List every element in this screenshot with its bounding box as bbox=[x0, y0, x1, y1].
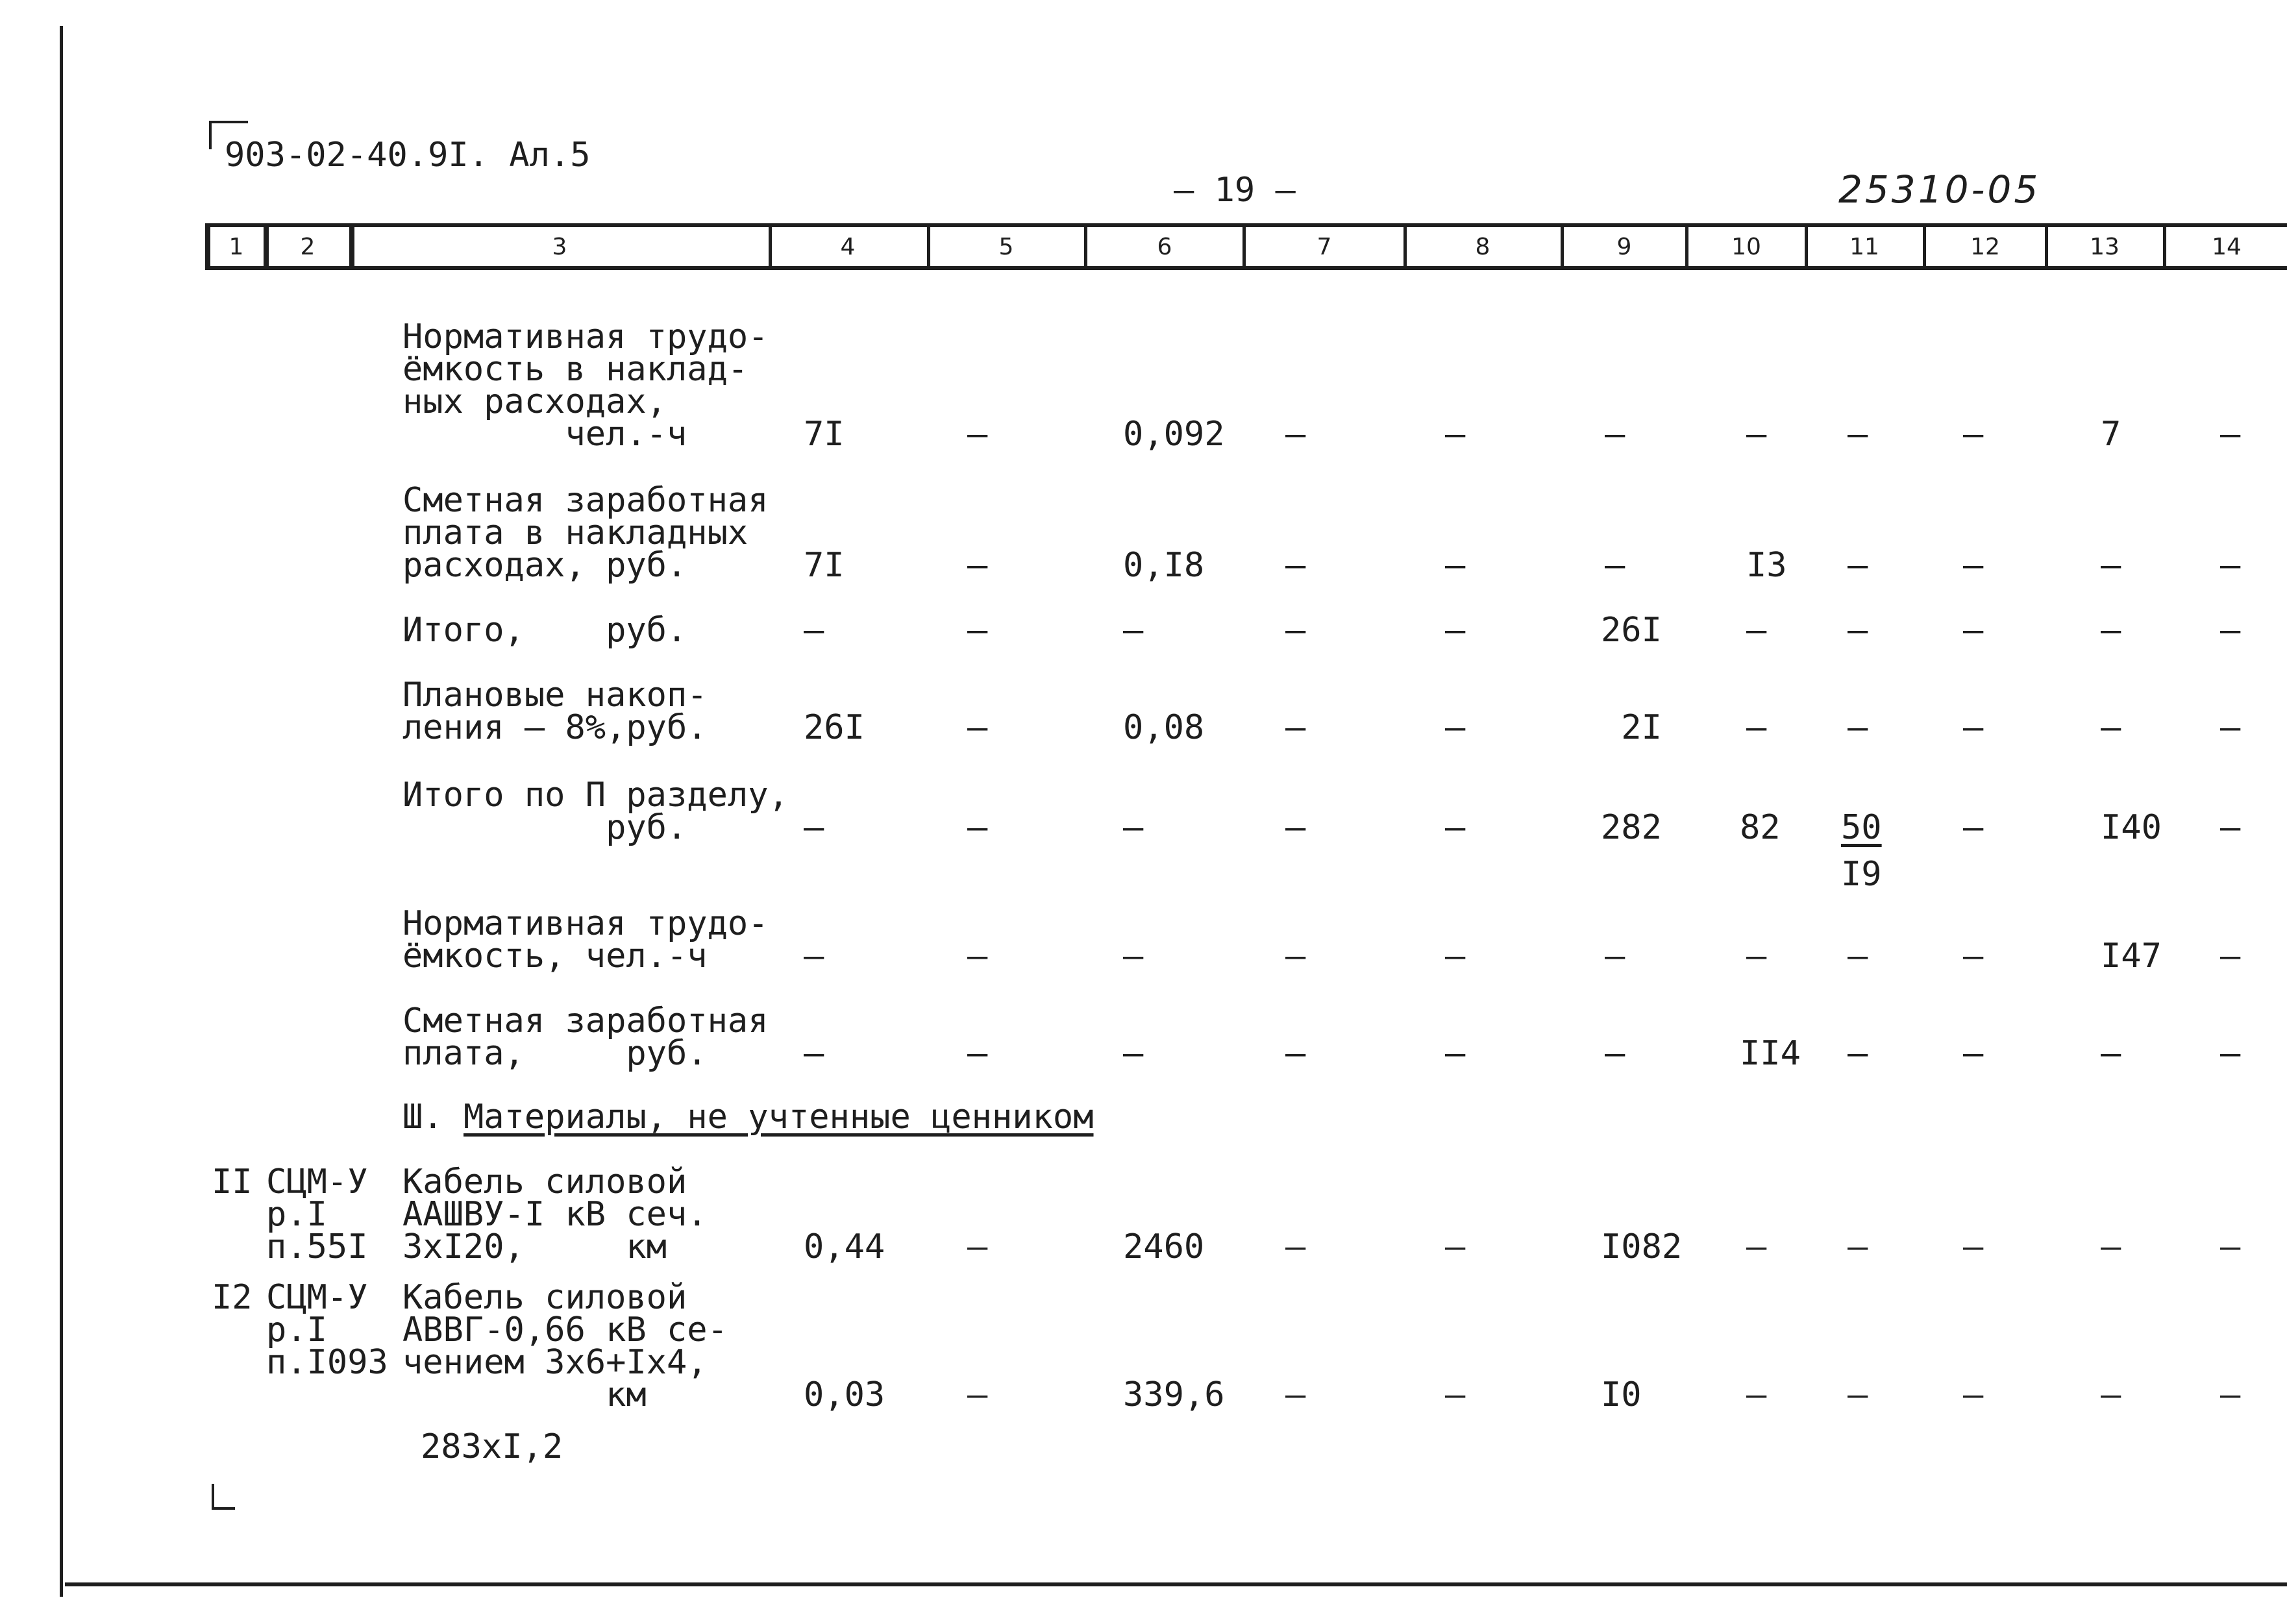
row-label-line: ных расходах, bbox=[402, 382, 667, 421]
header-divider bbox=[1923, 223, 1926, 270]
cell-col7: – bbox=[1285, 611, 1306, 650]
header-divider bbox=[349, 223, 354, 270]
row-label-line: руб. bbox=[402, 808, 687, 847]
cell-col4: 7I bbox=[804, 415, 845, 454]
section-title: Материалы, не учтенные ценником bbox=[464, 1098, 1094, 1137]
item-code-line: п.55I bbox=[266, 1227, 368, 1266]
row-label-line: Сметная заработная bbox=[402, 481, 769, 520]
column-number: 1 bbox=[229, 234, 244, 260]
cell-col13: I47 bbox=[2101, 937, 2162, 976]
row-label-line: расходах, руб. bbox=[402, 546, 687, 585]
row-label-line: Нормативная трудо- bbox=[402, 904, 769, 943]
cell-col11: – bbox=[1848, 1227, 1868, 1266]
cell-col11: – bbox=[1848, 1034, 1868, 1073]
header-bottom-rule bbox=[205, 266, 2287, 270]
cell-col7: – bbox=[1285, 415, 1306, 454]
cell-col6: – bbox=[1123, 937, 1144, 976]
cell-col8: – bbox=[1445, 808, 1466, 847]
cell-col4: – bbox=[804, 1034, 824, 1073]
row-label-line: Кабель силовой bbox=[402, 1278, 687, 1317]
cell-col7: – bbox=[1285, 808, 1306, 847]
column-number: 4 bbox=[840, 234, 856, 260]
item-code-line: СЦМ-У bbox=[266, 1278, 368, 1317]
cell-col7: – bbox=[1285, 546, 1306, 585]
row-label-line: ления – 8%,руб. bbox=[402, 708, 708, 747]
cell-col6: 0,08 bbox=[1123, 708, 1205, 747]
cell-col14: – bbox=[2220, 1227, 2241, 1266]
corner-mark-bottom-vertical bbox=[212, 1484, 214, 1510]
header-top-rule bbox=[205, 223, 2287, 227]
row-label-line: Сметная заработная bbox=[402, 1002, 769, 1040]
cell-col14: – bbox=[2220, 708, 2241, 747]
cell-col5: – bbox=[967, 415, 988, 454]
cell-col8: – bbox=[1445, 546, 1466, 585]
header-divider bbox=[2163, 223, 2166, 270]
cell-col12: – bbox=[1963, 546, 1984, 585]
cell-col4: – bbox=[804, 937, 824, 976]
cell-col13: – bbox=[2101, 708, 2121, 747]
row-label-line: ААШВУ-I кВ сеч. bbox=[402, 1195, 708, 1234]
cell-col4: 0,44 bbox=[804, 1227, 885, 1266]
cell-col5: – bbox=[967, 1227, 988, 1266]
cell-col9: – bbox=[1605, 546, 1626, 585]
item-number: II bbox=[212, 1163, 253, 1201]
header-divider bbox=[1805, 223, 1808, 270]
header-divider bbox=[2045, 223, 2048, 270]
cell-col6: 0,I8 bbox=[1123, 546, 1205, 585]
column-number: 14 bbox=[2212, 234, 2242, 260]
column-number: 13 bbox=[2090, 234, 2120, 260]
cell-col9: I082 bbox=[1601, 1227, 1683, 1266]
column-number: 11 bbox=[1849, 234, 1879, 260]
document-code: 903-02-40.9I. Ал.5 bbox=[225, 136, 591, 175]
cell-col9: 26I bbox=[1601, 611, 1662, 650]
cell-col10: II4 bbox=[1740, 1034, 1801, 1073]
cell-col10: – bbox=[1746, 708, 1767, 747]
column-number: 10 bbox=[1731, 234, 1761, 260]
item-number: I2 bbox=[212, 1278, 253, 1317]
cell-col12: – bbox=[1963, 1375, 1984, 1414]
row-label-line: 3хI20, км bbox=[402, 1227, 667, 1266]
row-label-line: АВВГ-0,66 кВ се- bbox=[402, 1310, 728, 1349]
cell-col5: – bbox=[967, 808, 988, 847]
corner-mark-bottom-horizontal bbox=[212, 1507, 235, 1510]
left-margin-line bbox=[60, 26, 63, 1597]
cell-col14: – bbox=[2220, 1034, 2241, 1073]
row-label-line: Итого по П разделу, bbox=[402, 776, 789, 815]
cell-col7: – bbox=[1285, 937, 1306, 976]
bottom-rule bbox=[65, 1582, 2287, 1586]
cell-col9: 282 bbox=[1601, 808, 1662, 847]
cell-col12: – bbox=[1963, 1227, 1984, 1266]
cell-col7: – bbox=[1285, 1034, 1306, 1073]
cell-col12: – bbox=[1963, 415, 1984, 454]
header-divider bbox=[264, 223, 269, 270]
cell-col8: – bbox=[1445, 1375, 1466, 1414]
cell-col7: – bbox=[1285, 708, 1306, 747]
cell-col12: – bbox=[1963, 708, 1984, 747]
cell-col5: – bbox=[967, 546, 988, 585]
item-code-line: р.I bbox=[266, 1195, 327, 1234]
cell-col9: – bbox=[1605, 937, 1626, 976]
header-divider bbox=[1685, 223, 1688, 270]
header-divider bbox=[769, 223, 772, 270]
cell-col4: – bbox=[804, 611, 824, 650]
column-number: 7 bbox=[1317, 234, 1332, 260]
row-label-line: чением 3х6+Iх4, bbox=[402, 1343, 708, 1382]
section-number: Ш. bbox=[402, 1098, 443, 1137]
cell-col11: – bbox=[1848, 546, 1868, 585]
column-number: 8 bbox=[1475, 234, 1490, 260]
cell-col9: 2I bbox=[1601, 708, 1662, 747]
cell-col5: – bbox=[967, 1034, 988, 1073]
cell-col6: – bbox=[1123, 1034, 1144, 1073]
cell-col13: – bbox=[2101, 1375, 2121, 1414]
cell-col14: – bbox=[2220, 808, 2241, 847]
row-label-line: км bbox=[402, 1375, 647, 1414]
cell-col12: – bbox=[1963, 1034, 1984, 1073]
row-label-line: ёмкость, чел.-ч bbox=[402, 937, 708, 976]
cell-col8: – bbox=[1445, 1227, 1466, 1266]
cell-col13: 7 bbox=[2101, 415, 2121, 454]
cell-col8: – bbox=[1445, 1034, 1466, 1073]
row-label-line: Нормативная трудо- bbox=[402, 317, 769, 356]
cell-col12: – bbox=[1963, 808, 1984, 847]
cell-col13: – bbox=[2101, 1034, 2121, 1073]
item-code-line: п.I093 bbox=[266, 1343, 388, 1382]
column-number: 9 bbox=[1616, 234, 1632, 260]
cell-col11: – bbox=[1848, 1375, 1868, 1414]
cell-col11-denominator: I9 bbox=[1841, 855, 1882, 894]
cell-col6: 339,6 bbox=[1123, 1375, 1225, 1414]
row-label-line: Итого, руб. bbox=[402, 611, 687, 650]
cell-col13: I40 bbox=[2101, 808, 2162, 847]
cell-col8: – bbox=[1445, 708, 1466, 747]
cell-col11: – bbox=[1848, 611, 1868, 650]
row-label-line: Кабель силовой bbox=[402, 1163, 687, 1201]
cell-col13: – bbox=[2101, 546, 2121, 585]
row-label-line: чел.-ч bbox=[402, 415, 687, 454]
cell-col12: – bbox=[1963, 937, 1984, 976]
cell-col10: – bbox=[1746, 1227, 1767, 1266]
corner-mark-vertical bbox=[209, 121, 212, 149]
cell-col14: – bbox=[2220, 415, 2241, 454]
header-divider bbox=[1561, 223, 1564, 270]
column-number: 12 bbox=[1970, 234, 2000, 260]
column-number: 2 bbox=[300, 234, 315, 260]
cell-col8: – bbox=[1445, 415, 1466, 454]
cell-col4: 7I bbox=[804, 546, 845, 585]
cell-col13: – bbox=[2101, 611, 2121, 650]
cell-col11: – bbox=[1848, 937, 1868, 976]
cell-col6: 2460 bbox=[1123, 1227, 1205, 1266]
item-code-line: р.I bbox=[266, 1310, 327, 1349]
cell-col11: – bbox=[1848, 415, 1868, 454]
cell-col10: – bbox=[1746, 1375, 1767, 1414]
header-divider bbox=[927, 223, 930, 270]
cell-col10: – bbox=[1746, 415, 1767, 454]
cell-col8: – bbox=[1445, 937, 1466, 976]
cell-col12: – bbox=[1963, 611, 1984, 650]
cell-col7: – bbox=[1285, 1375, 1306, 1414]
row-label-line: ёмкость в наклад- bbox=[402, 350, 748, 389]
cell-col14: – bbox=[2220, 611, 2241, 650]
cell-col14: – bbox=[2220, 1375, 2241, 1414]
header-divider bbox=[205, 223, 210, 270]
cell-col5: – bbox=[967, 1375, 988, 1414]
cell-col8: – bbox=[1445, 611, 1466, 650]
cell-col9: I0 bbox=[1601, 1375, 1642, 1414]
cell-col14: – bbox=[2220, 937, 2241, 976]
cell-col6: – bbox=[1123, 611, 1144, 650]
header-divider bbox=[1403, 223, 1407, 270]
calculation-note: 283хI,2 bbox=[421, 1427, 563, 1466]
page-number: — 19 — bbox=[1174, 171, 1296, 210]
cell-col14: – bbox=[2220, 546, 2241, 585]
cell-col11-numerator: 50 bbox=[1841, 808, 1882, 847]
column-number: 5 bbox=[998, 234, 1014, 260]
cell-col10: – bbox=[1746, 937, 1767, 976]
cell-col6: – bbox=[1123, 808, 1144, 847]
cell-col13: – bbox=[2101, 1227, 2121, 1266]
cell-col6: 0,092 bbox=[1123, 415, 1225, 454]
cell-col9: – bbox=[1605, 1034, 1626, 1073]
cell-col5: – bbox=[967, 708, 988, 747]
cell-col10: – bbox=[1746, 611, 1767, 650]
column-number: 6 bbox=[1157, 234, 1172, 260]
cell-col10: I3 bbox=[1746, 546, 1787, 585]
header-divider bbox=[1242, 223, 1246, 270]
cell-col5: – bbox=[967, 937, 988, 976]
row-label-line: плата, руб. bbox=[402, 1034, 708, 1073]
cell-col11: – bbox=[1848, 708, 1868, 747]
cell-col4: 26I bbox=[804, 708, 865, 747]
cell-col10: 82 bbox=[1740, 808, 1781, 847]
row-label-line: Плановые накоп- bbox=[402, 676, 708, 715]
cell-col4: – bbox=[804, 808, 824, 847]
cell-col5: – bbox=[967, 611, 988, 650]
corner-mark-horizontal bbox=[209, 121, 248, 123]
cell-col4: 0,03 bbox=[804, 1375, 885, 1414]
item-code-line: СЦМ-У bbox=[266, 1163, 368, 1201]
cell-col7: – bbox=[1285, 1227, 1306, 1266]
column-number: 3 bbox=[552, 234, 567, 260]
row-label-line: плата в накладных bbox=[402, 513, 748, 552]
sheet-code: 25310-05 bbox=[1838, 167, 2041, 212]
cell-col9: – bbox=[1605, 415, 1626, 454]
header-divider bbox=[1084, 223, 1087, 270]
